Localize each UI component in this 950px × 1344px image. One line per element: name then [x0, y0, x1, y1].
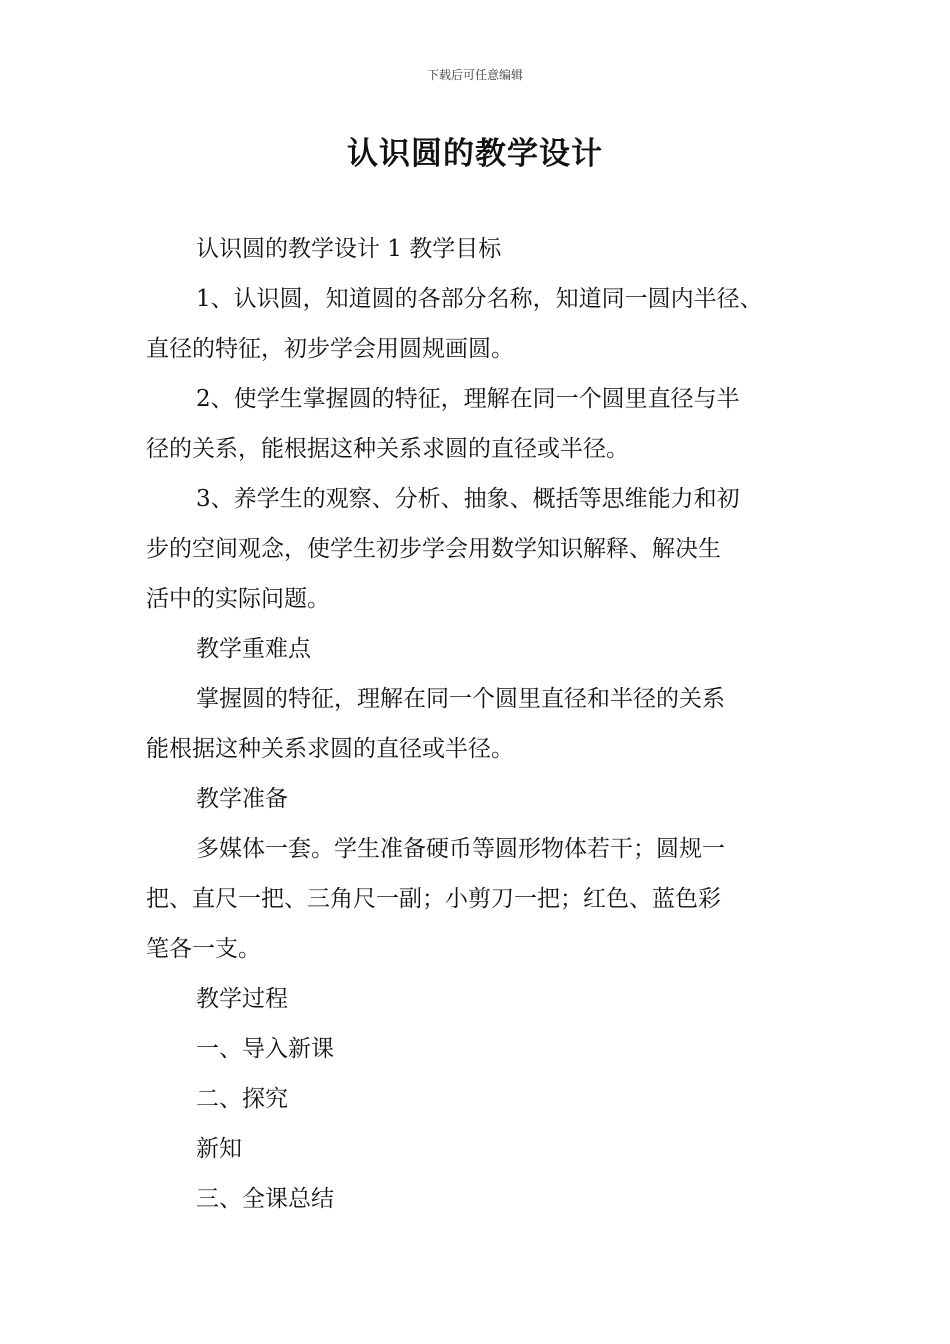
text-line: 教学过程 [196, 986, 288, 1012]
text-line: 新知 [196, 1136, 242, 1162]
text-line: 二、探究 [196, 1086, 288, 1112]
text-line: 一、导入新课 [196, 1036, 334, 1062]
text-line: 活中的实际问题。 [146, 586, 330, 612]
text-line: 笔各一支。 [146, 936, 261, 962]
text-line: 教学重难点 [196, 636, 311, 662]
text-line: 直径的特征，初步学会用圆规画圆。 [146, 336, 514, 362]
text-line: 教学准备 [196, 786, 288, 812]
document-title: 认识圆的教学设计 [347, 136, 603, 172]
text-line: 步的空间观念，使学生初步学会用数学知识解释、解决生 [146, 536, 721, 562]
text-line: 2、使学生掌握圆的特征，理解在同一个圆里直径与半 [196, 386, 740, 412]
text-line: 掌握圆的特征，理解在同一个圆里直径和半径的关系 [196, 686, 725, 712]
text-line: 把、直尺一把、三角尺一副；小剪刀一把；红色、蓝色彩 [146, 886, 721, 912]
text-line: 能根据这种关系求圆的直径或半径。 [146, 736, 514, 762]
text-line: 3、养学生的观察、分析、抽象、概括等思维能力和初 [196, 486, 740, 512]
text-line: 三、全课总结 [196, 1186, 334, 1212]
text-line: 多媒体一套。学生准备硬币等圆形物体若干；圆规一 [196, 836, 725, 862]
document-body [146, 224, 818, 1224]
text-line: 认识圆的教学设计 1 教学目标 [196, 236, 502, 262]
text-line: 径的关系，能根据这种关系求圆的直径或半径。 [146, 436, 629, 462]
text-line: 1、认识圆，知道圆的各部分名称，知道同一圆内半径、 [196, 286, 763, 312]
header-note: 下载后可任意编辑 [426, 68, 523, 82]
